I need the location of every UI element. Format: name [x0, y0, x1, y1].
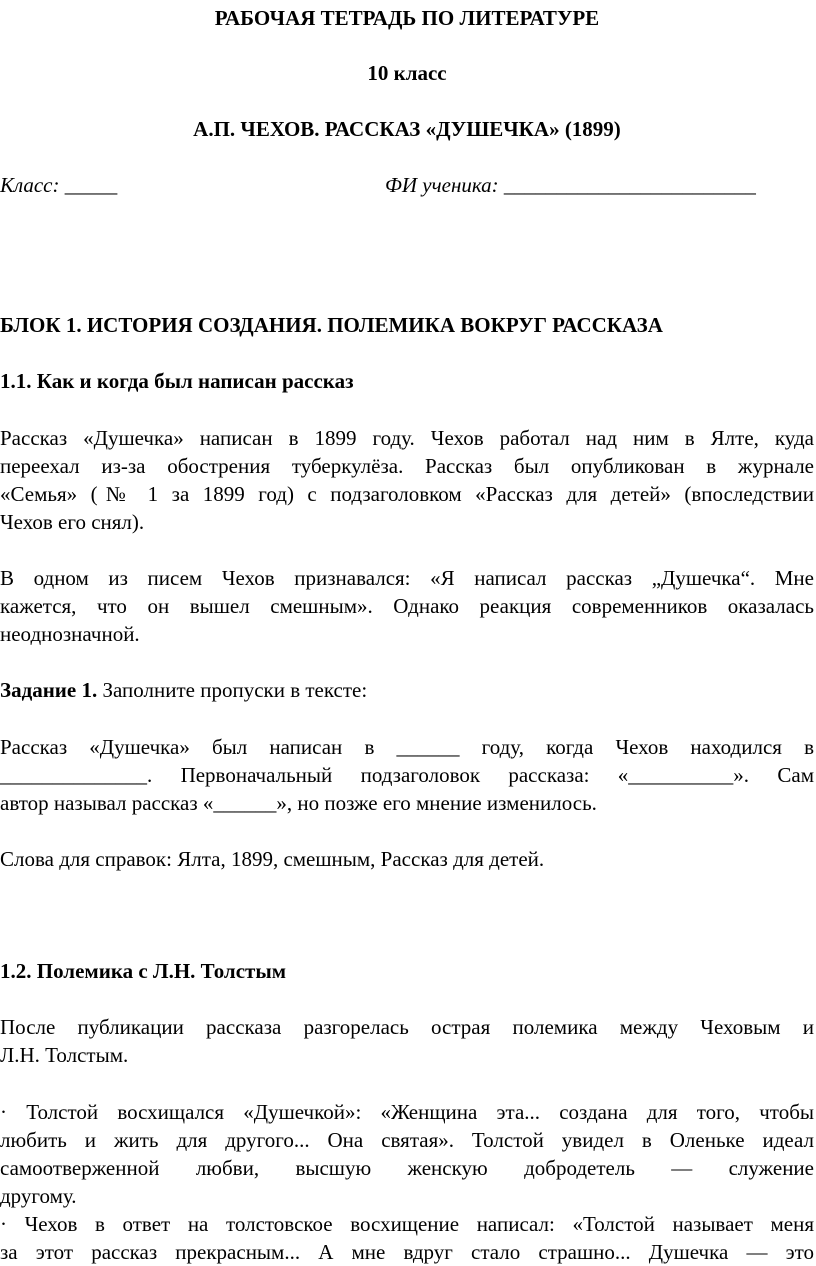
student-name-field: ФИ ученика: ________________________ — [385, 173, 756, 197]
class-field: Класс: _____ — [0, 173, 118, 197]
paragraph-line: После публикации рассказа разгорелась острая полемика между Чеховым и — [0, 1015, 814, 1039]
task-1 — [0, 676, 814, 704]
student-info-row — [0, 171, 814, 199]
paragraph-line: «Семья» (№ 1 за 1899 год) с подзаголовком «Рассказ для детей» (впоследствии — [0, 482, 814, 506]
paragraph-line: неоднозначной. — [0, 622, 140, 646]
paragraph-line: Чехов его снял). — [0, 510, 145, 534]
block1-heading: БЛОК 1. ИСТОРИЯ СОЗДАНИЯ. ПОЛЕМИКА ВОКРУГ РАССКАЗА — [0, 313, 663, 337]
workbook-title: РАБОЧАЯ ТЕТРАДЬ ПО ЛИТЕРАТУРЕ — [214, 6, 600, 30]
bullet-line: · Толстой восхищался «Душечкой»: «Женщина эта... создана для того, чтобы — [0, 1100, 814, 1124]
bullet-line: другому. — [0, 1184, 77, 1208]
fill-in-line: Рассказ «Душечка» был написан в ______ году, когда Чехов находился в — [0, 735, 814, 759]
fill-in-line: автор называл рассказ «______», но позже его мнение изменилось. — [0, 791, 597, 815]
section-1-2-heading: 1.2. Полемика с Л.Н. Толстым — [0, 959, 287, 983]
paragraph-line: Л.Н. Толстым. — [0, 1043, 129, 1067]
bullet-line: · Чехов в ответ на толстовское восхищение написал: «Толстой называет меня — [0, 1212, 814, 1236]
reference-words: Слова для справок: Ялта, 1899, смешным, Рассказ для детей. — [0, 847, 545, 871]
paragraph-line: переехал из-за обострения туберкулёза. Рассказ был опубликован в журнале — [0, 454, 814, 478]
paragraph-line: В одном из писем Чехов признавался: «Я написал рассказ „Душечка“. Мне — [0, 566, 814, 590]
section-1-1-heading: 1.1. Как и когда был написан рассказ — [0, 369, 354, 393]
fill-in-line: ______________. Первоначальный подзаголовок рассказа: «__________». Сам — [0, 763, 814, 787]
bullet-line: самоотверженной любви, высшую женскую добродетель — служение — [0, 1156, 814, 1180]
task-1-label: Задание 1. — [0, 678, 98, 702]
paragraph-line: кажется, что он вышел смешным». Однако реакция современников оказалась — [0, 594, 814, 618]
bullet-line: за этот рассказ прекрасным... А мне вдруг стало страшно... Душечка — это — [0, 1240, 814, 1264]
grade-label: 10 класс — [367, 61, 447, 85]
bullet-line: любить и жить для другого... Она святая». Толстой увидел в Оленьке идеал — [0, 1128, 814, 1152]
task-1-text: Заполните пропуски в тексте: — [97, 678, 368, 702]
paragraph-line: Рассказ «Душечка» написан в 1899 году. Чехов работал над ним в Ялте, куда — [0, 426, 814, 450]
topic-title: А.П. ЧЕХОВ. РАССКАЗ «ДУШЕЧКА» (1899) — [193, 117, 621, 141]
